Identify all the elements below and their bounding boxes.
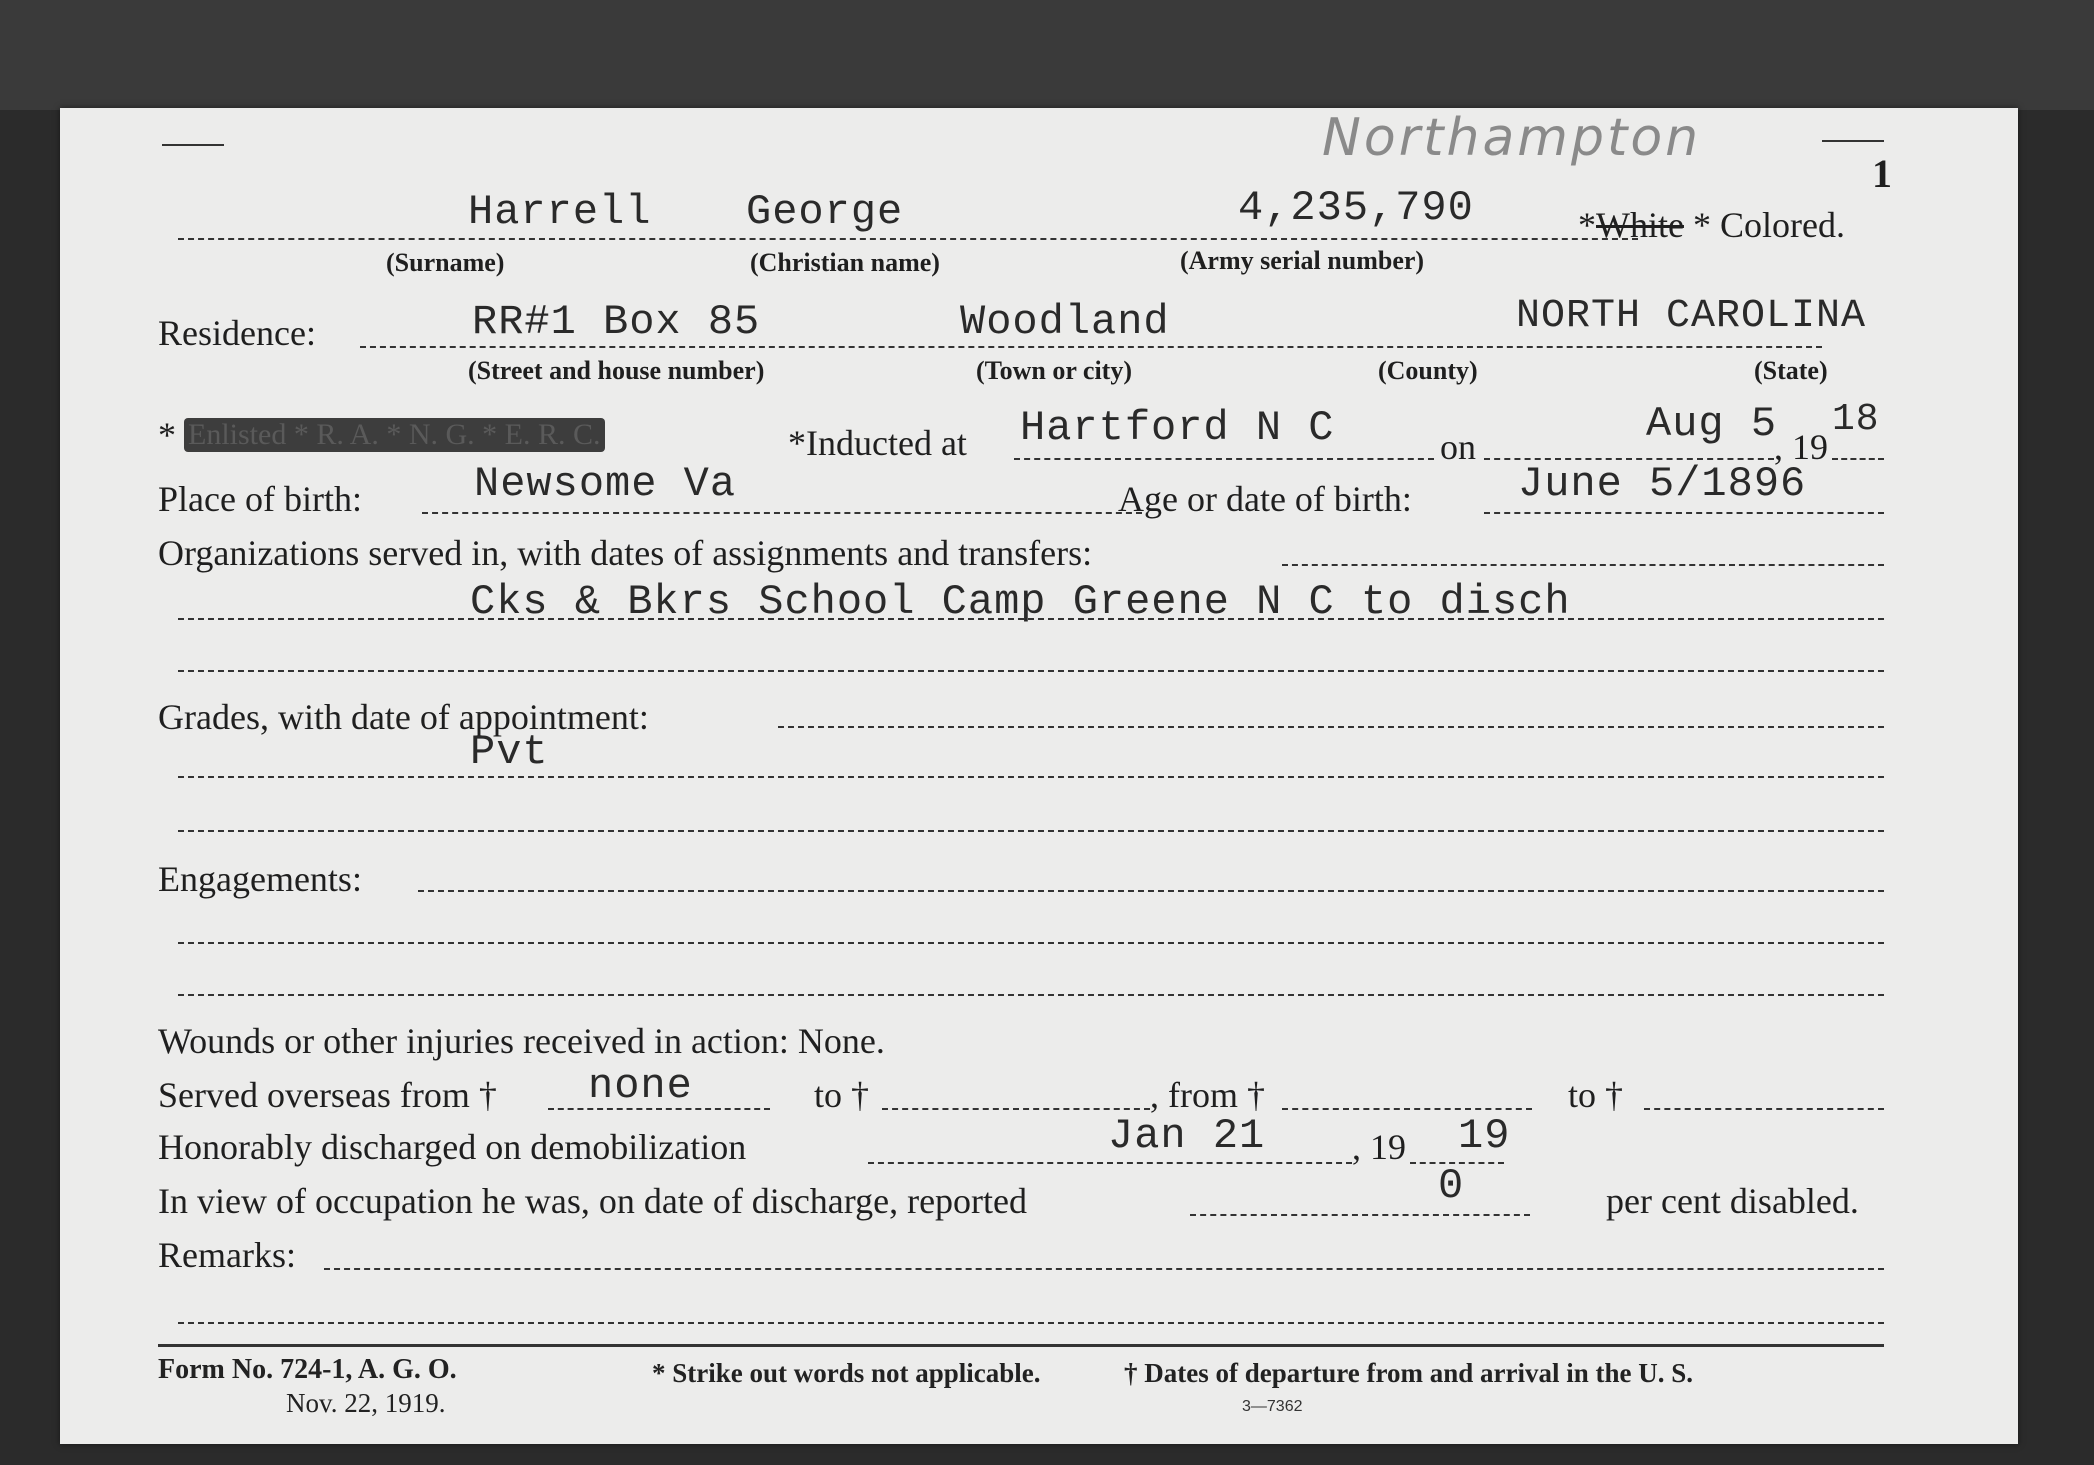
- street-caption: (Street and house number): [468, 356, 765, 385]
- discharge-date-line: [868, 1162, 1352, 1164]
- state-caption: (State): [1754, 356, 1828, 385]
- footer-rule: [158, 1344, 1884, 1347]
- state-value: NORTH CAROLINA: [1516, 294, 1867, 339]
- town-caption: (Town or city): [976, 356, 1132, 385]
- birth-place-value: Newsome Va: [474, 460, 737, 508]
- race-options: [1578, 204, 1845, 246]
- christian-name-caption: (Christian name): [750, 248, 940, 277]
- engagements-label: Engagements:: [158, 859, 362, 899]
- inducted-place-value: Hartford N C: [1020, 404, 1335, 452]
- discharge-year-prefix: , 19: [1352, 1127, 1406, 1167]
- organizations-label: Organizations served in, with dates of assignments and transfers:: [158, 533, 1093, 573]
- birth-date-line: [1484, 512, 1884, 514]
- overseas-to2-line: [1644, 1108, 1884, 1110]
- inducted-place-line: [1014, 458, 1434, 460]
- disability-label: In view of occupation he was, on date of discharge, reported: [158, 1181, 1028, 1221]
- race-colored: * Colored.: [1692, 205, 1845, 245]
- print-code: 3—7362: [1242, 1398, 1303, 1415]
- birth-date-label: Age or date of birth:: [1118, 479, 1412, 519]
- town-value: Woodland: [960, 298, 1170, 346]
- enlisted-star: *: [158, 415, 176, 455]
- organizations-line-2: [178, 618, 1884, 620]
- scan-background: [0, 0, 2094, 110]
- residence-label: Residence:: [158, 313, 316, 353]
- overseas-label: Served overseas from †: [158, 1075, 497, 1115]
- race-star: *: [1578, 205, 1596, 245]
- disability-value: 0: [1438, 1162, 1465, 1210]
- organizations-line-3: [178, 670, 1884, 672]
- overseas-from-value: none: [588, 1062, 693, 1110]
- grades-label: Grades, with date of appointment:: [158, 697, 649, 737]
- grades-line-3: [178, 830, 1884, 832]
- remarks-line-1: [324, 1268, 1884, 1270]
- form-date: Nov. 22, 1919.: [286, 1388, 446, 1418]
- serial-caption: (Army serial number): [1180, 246, 1425, 275]
- inducted-year-line: [1832, 458, 1884, 460]
- street-value: RR#1 Box 85: [472, 298, 761, 346]
- form-number: Form No. 724-1, A. G. O.: [158, 1354, 457, 1385]
- inducted-label: *Inducted at: [788, 423, 967, 463]
- footnote-strike: * Strike out words not applicable.: [652, 1358, 1041, 1388]
- grades-value: Pvt: [470, 728, 549, 776]
- wounds-label: Wounds or other injuries received in action: None.: [158, 1021, 885, 1061]
- grades-line-2: [178, 776, 1884, 778]
- birth-place-line: [422, 512, 1142, 514]
- engagements-line-1: [418, 890, 1884, 892]
- card-number: 1: [1872, 151, 1892, 196]
- organizations-value: Cks & Bkrs School Camp Greene N C to disch: [470, 578, 1571, 626]
- discharged-label: Honorably discharged on demobilization: [158, 1127, 747, 1167]
- discharge-year-value: 19: [1458, 1112, 1511, 1160]
- residence-line: [360, 346, 1822, 348]
- name-line: [178, 238, 1638, 240]
- engagements-line-2: [178, 942, 1884, 944]
- race-white-struck: White: [1596, 205, 1684, 245]
- remarks-line-2: [178, 1322, 1884, 1324]
- discharge-date-value: Jan 21: [1108, 1112, 1266, 1160]
- birth-place-label: Place of birth:: [158, 479, 362, 519]
- inducted-year-value: 18: [1832, 398, 1880, 441]
- inducted-date-value: Aug 5: [1646, 400, 1778, 448]
- footnote-dates: † Dates of departure from and arrival in the U. S.: [1124, 1358, 1693, 1388]
- county-handwritten: Northampton: [1322, 108, 1702, 168]
- christian-name-value: George: [746, 188, 904, 236]
- enlisted-redacted: Enlisted * R. A. * N. G. * E. R. C.: [184, 418, 605, 452]
- overseas-from2-line: [1282, 1108, 1532, 1110]
- top-right-rule: [1822, 140, 1884, 142]
- inducted-year-prefix: , 19: [1774, 427, 1828, 467]
- disability-suffix: per cent disabled.: [1606, 1181, 1859, 1221]
- county-caption: (County): [1378, 356, 1478, 385]
- overseas-to2-label: to †: [1568, 1075, 1624, 1115]
- overseas-to-label: to †: [814, 1075, 870, 1115]
- overseas-to-line: [882, 1108, 1150, 1110]
- organizations-line-1: [1282, 564, 1884, 566]
- disability-line: [1190, 1214, 1530, 1216]
- serial-number-value: 4,235,790: [1238, 184, 1474, 232]
- on-label: on: [1440, 427, 1476, 467]
- engagements-line-3: [178, 994, 1884, 996]
- surname-value: Harrell: [468, 188, 652, 236]
- remarks-label: Remarks:: [158, 1235, 296, 1275]
- birth-date-value: June 5/1896: [1518, 460, 1807, 508]
- grades-line-1: [778, 726, 1884, 728]
- surname-caption: (Surname): [386, 248, 505, 277]
- overseas-from2-label: , from †: [1150, 1075, 1265, 1115]
- service-record-card: [60, 108, 2018, 1444]
- top-left-rule: [162, 144, 224, 146]
